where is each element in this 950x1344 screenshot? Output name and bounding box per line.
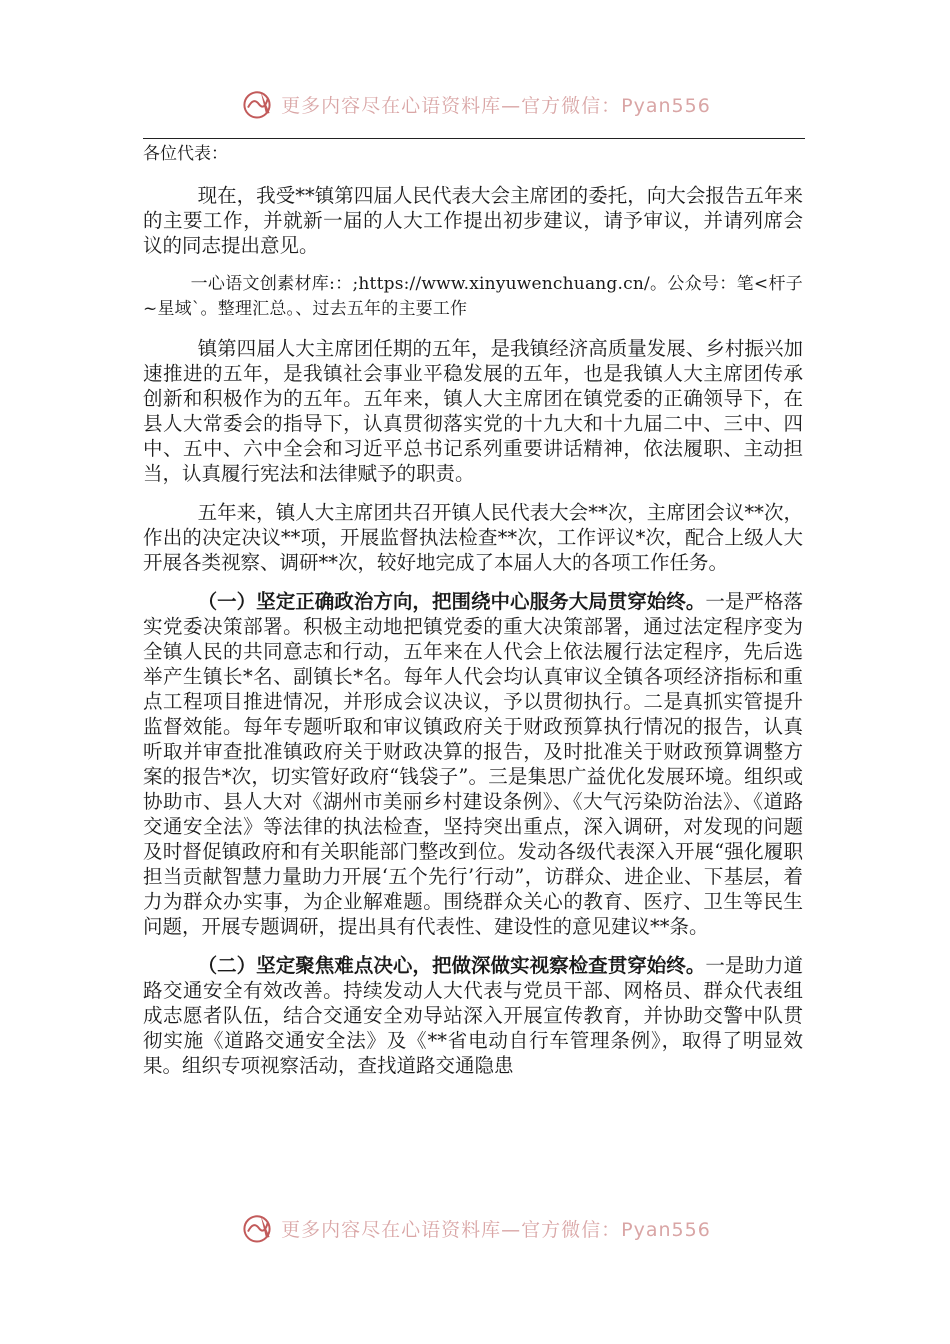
header-banner [0, 84, 950, 124]
document-body [143, 142, 803, 1078]
section-1-body: 一是严格落实党委决策部署。积极主动地把镇党委的重大决策部署，通过法定程序变为全镇人民的共同意志和行动，五年来在人代会上依法履行法定程序，先后选举产生镇长*名、副镇长*名。每年人代会均认真审议全镇各项经济指标和重点工程项目推进情况，并形成会议决议，予以贯彻执行。二是真抓实管提升监督效能。每年专题听取和审议镇政府关于财政预算执行情况的报告，认真听取并审查批准镇政府关于财政决算的报告，及时批准关于财政预算调整方案的报告*次，切实管好政府“钱袋子”。三是集思广益优化发展环境。组织或协助市、县人大对《湖州市美丽乡村建设条例》、《大气污染防治法》、《道路交通安全法》等法律的执法检查，坚持突出重点，深入调研，对发现的问题及时督促镇政府和有关职能部门整改到位。发动各级代表深入开展“强化履职担当贡献智慧力量助力开展‘五个先行’行动”，访群众、进企业、下基层，着力为群众办实事，为企业解难题。围绕群众关心的教育、医疗、卫生等民生问题，开展专题调研，提出具有代表性、建设性的意见建议**条。 [143, 590, 803, 938]
pen-signature-icon [239, 1210, 275, 1246]
banner-text: 更多内容尽在心语资料库—官方微信：Pyan556 [281, 94, 711, 117]
section-1-heading: （一）坚定正确政治方向，把围绕中心服务大局贯穿始终。 [197, 590, 706, 613]
paragraph-source-note: 一心语文创素材库:：;https://www.xinyuwenchuang.cn/。公众号：笔<杆子~星域`。整理汇总。、过去五年的主要工作 [143, 274, 803, 319]
paragraph-review: 镇第四届人大主席团任期的五年，是我镇经济高质量发展、乡村振兴加速推进的五年，是我镇社会事业平稳发展的五年，也是我镇人大主席团传承创新和积极作为的五年。五年来，镇人大主席团在镇党委的正确领导下，在县人大常委会的指导下，认真贯彻落实党的十九大和十九届二中、三中、四中、五中、六中全会和习近平总书记系列重要讲话精神，依法履职、主动担当，认真履行宪法和法律赋予的职责。 [143, 337, 803, 485]
section-2-body: 一是助力道路交通安全有效改善。持续发动人大代表与党员干部、网格员、群众代表组成志愿者队伍，结合交通安全劝导站深入开展宣传教育，并协助交警中队贯彻实施《道路交通安全法》及《**省电动自行车管理条例》，取得了明显效果。组织专项视察活动，查找道路交通隐患 [143, 954, 803, 1077]
banner-text: 更多内容尽在心语资料库—官方微信：Pyan556 [281, 1218, 711, 1241]
paragraph-summary: 五年来，镇人大主席团共召开镇人民代表大会**次，主席团会议**次，作出的决定决议**项，开展监督执法检查**次，工作评议*次，配合上级人大开展各类视察、调研**次，较好地完成了本届人大的各项工作任务。 [143, 501, 803, 574]
paragraph-section-2 [143, 953, 803, 1078]
section-2-heading: （二）坚定聚焦难点决心，把做深做实视察检查贯穿始终。 [197, 954, 706, 977]
paragraph-intro: 现在，我受**镇第四届人民代表大会主席团的委托，向大会报告五年来的主要工作，并就新一届的人大工作提出初步建议，请予审议，并请列席会议的同志提出意见。 [143, 184, 803, 257]
header-rule [143, 138, 805, 139]
footer-banner [0, 1208, 950, 1248]
salutation: 各位代表： [143, 144, 228, 164]
pen-signature-icon [239, 86, 275, 122]
paragraph-section-1 [143, 589, 803, 939]
